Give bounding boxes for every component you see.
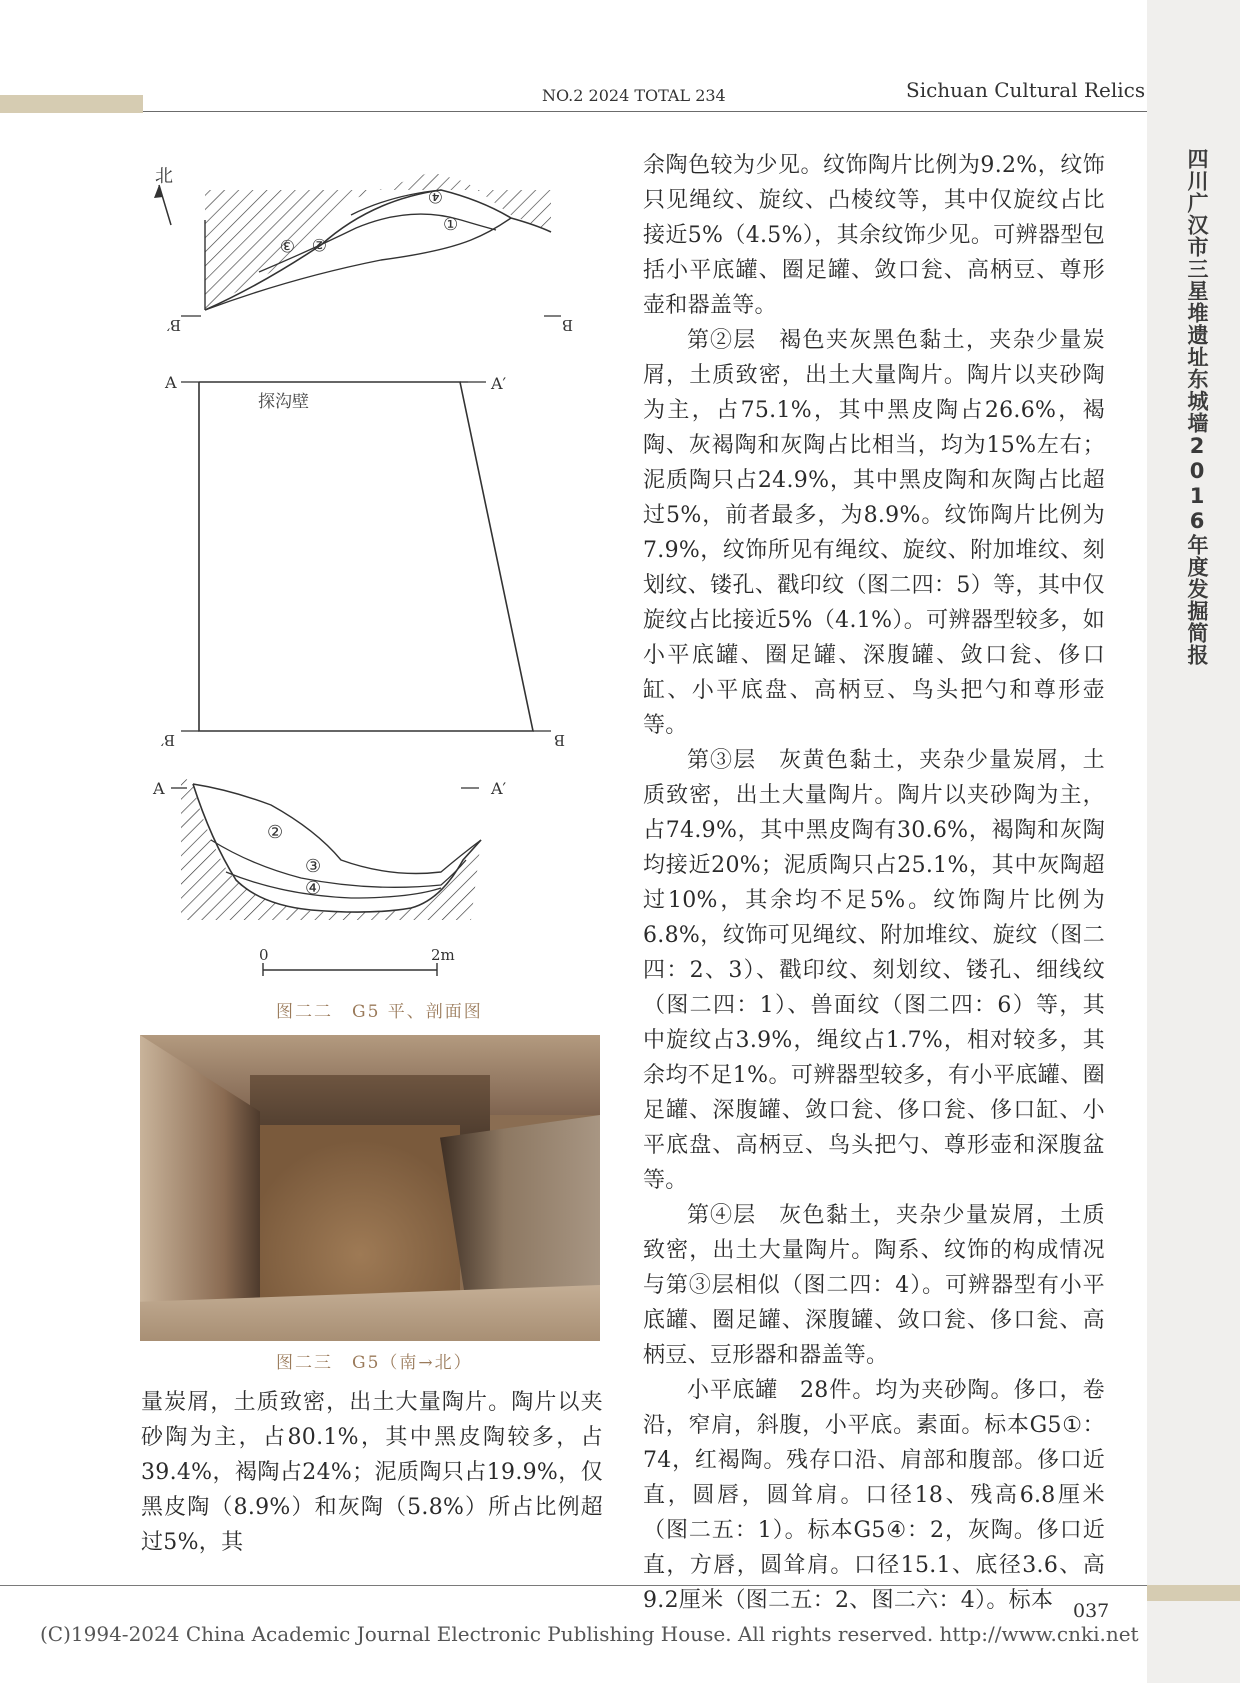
layer-label-4: ④ bbox=[427, 186, 443, 206]
right-paragraph-4 bbox=[643, 1198, 1105, 1373]
header-rule bbox=[143, 111, 1147, 112]
right-paragraph-1: 余陶色较为少见。纹饰陶片比例为9.2%，纹饰只见绳纹、旋纹、凸棱纹等，其中仅旋纹占比接近5%（4.5%），其余纹饰少见。可辨器型包括小平底罐、圈足罐、敛口瓮、高柄豆、尊形壶和器盖等。 bbox=[643, 153, 1105, 318]
layer-label-3: ③ bbox=[279, 235, 295, 255]
footer-accent-bar bbox=[1147, 1585, 1240, 1601]
type-text: 28件。均为夹砂陶。侈口，卷沿，窄肩，斜腹，小平底。素面。标本G5①：74，红褐陶。残存口沿、肩部和腹部。侈口近直，圆唇，圆耸肩。口径18、残高6.8厘米（图二五：1）。标本G5④：2，灰陶。侈口近直，方唇，圆耸肩。口径15.1、底径3.6、高9.2厘米（图二五：2、图二六：4）。标本 bbox=[643, 1378, 1105, 1613]
layer-3-heading: 第③层 bbox=[687, 748, 757, 773]
type-heading: 小平底罐 bbox=[687, 1378, 778, 1403]
layer-label-2: ② bbox=[311, 234, 327, 254]
figure-23-photo bbox=[140, 1035, 600, 1341]
footer-rule bbox=[0, 1585, 1147, 1586]
layer-4-text: 灰色黏土，夹杂少量炭屑，土质致密，出土大量陶片。陶系、纹饰的构成情况与第③层相似（图二四：4）。可辨器型有小平底罐、圈足罐、深腹罐、敛口瓮、侈口瓮、高柄豆、豆形器和器盖等。 bbox=[643, 1203, 1105, 1368]
figure-23-caption: 图二三 G5（南→北） bbox=[276, 1353, 473, 1373]
section-layer-label-2: ② bbox=[267, 822, 284, 843]
left-column-text bbox=[141, 1385, 603, 1560]
left-paragraph-1: 量炭屑，土质致密，出土大量陶片。陶片以夹砂陶为主，占80.1%，其中黑皮陶较多，占39.4%，褐陶占24%；泥质陶只占19.9%，仅黑皮陶（8.9%）和灰陶（5.8%）所占比例超过5%，其 bbox=[141, 1390, 603, 1555]
label-a-plan: A bbox=[165, 373, 177, 392]
layer-4-heading: 第④层 bbox=[687, 1203, 757, 1228]
right-paragraph-2 bbox=[643, 323, 1105, 743]
label-b-plan: B bbox=[553, 731, 565, 749]
label-a-prime-plan: A′ bbox=[491, 374, 507, 393]
copyright-line: (C)1994-2024 China Academic Journal Electronic Publishing House. All rights reserved. http://www.cnki.net bbox=[40, 1622, 1139, 1646]
plan-view bbox=[181, 382, 551, 731]
page-number: 037 bbox=[1073, 1600, 1110, 1622]
figure-22-caption: 图二二 G5 平、剖面图 bbox=[276, 1002, 483, 1022]
label-a-section: A bbox=[153, 779, 165, 798]
section-b-drawing bbox=[181, 172, 561, 316]
trench-wall-label: 探沟壁 bbox=[258, 392, 309, 412]
layer-2-text: 褐色夹灰黑色黏土，夹杂少量炭屑，土质致密，出土大量陶片。陶片以夹砂陶为主，占75.1%，其中黑皮陶占26.6%，褐陶、灰褐陶和灰陶占比相当，均为15%左右；泥质陶只占24.9%，其中黑皮陶和灰陶占比超过5%，前者最多，为8.9%。纹饰陶片比例为7.9%，纹饰所见有绳纹、旋纹、附加堆纹、刻划纹、镂孔、戳印纹（图二四：5）等，其中仅旋纹占比接近5%（4.1%）。可辨器型较多，如小平底罐、圈足罐、深腹罐、敛口瓮、侈口缸、小平底盘、高柄豆、鸟头把勺和尊形壶等。 bbox=[643, 328, 1105, 738]
scale-bar bbox=[263, 963, 437, 976]
label-b-prime-top: B′ bbox=[166, 316, 181, 334]
label-a-prime-section: A′ bbox=[491, 779, 507, 798]
article-running-title: 四川广汉市三星堆遗址东城墙2016年度发掘简报 bbox=[1185, 148, 1209, 666]
right-paragraph-3 bbox=[643, 743, 1105, 1198]
figure-22-drawing bbox=[141, 160, 611, 990]
right-column-text bbox=[643, 148, 1105, 1618]
section-layer-label-4: ④ bbox=[305, 878, 322, 899]
north-arrow-icon bbox=[154, 185, 171, 225]
layer-3-text: 灰黄色黏土，夹杂少量炭屑，土质致密，出土大量陶片。陶片以夹砂陶为主，占74.9%，其中黑皮陶有30.6%，褐陶和灰陶均接近20%；泥质陶只占25.1%，其中灰陶超过10%，其余均不足5%。纹饰陶片比例为6.8%，纹饰可见绳纹、附加堆纹、旋纹（图二四：2、3）、戳印纹、刻划纹、镂孔、细线纹（图二四：1）、兽面纹（图二四：6）等，其中旋纹占3.9%，绳纹占1.7%，相对较多，其余均不足1%。可辨器型较多，有小平底罐、圈足罐、深腹罐、敛口瓮、侈口瓮、侈口缸、小平底盘、高柄豆、鸟头把勺、尊形壶和深腹盆等。 bbox=[643, 748, 1105, 1193]
label-b-prime-plan: B′ bbox=[160, 731, 175, 749]
right-paragraph-5 bbox=[643, 1373, 1105, 1618]
scale-end-label: 2m bbox=[431, 946, 455, 964]
label-b-top: B bbox=[561, 316, 573, 334]
scale-start-label: 0 bbox=[259, 946, 269, 964]
journal-name: Sichuan Cultural Relics bbox=[906, 78, 1146, 102]
issue-line: NO.2 2024 TOTAL 234 bbox=[542, 86, 726, 105]
layer-label-1: ① bbox=[443, 215, 459, 235]
section-a-drawing bbox=[171, 775, 481, 920]
layer-2-heading: 第②层 bbox=[687, 328, 757, 353]
section-layer-label-3: ③ bbox=[305, 856, 322, 877]
header-accent-bar bbox=[0, 95, 143, 113]
north-label: 北 bbox=[155, 166, 173, 187]
